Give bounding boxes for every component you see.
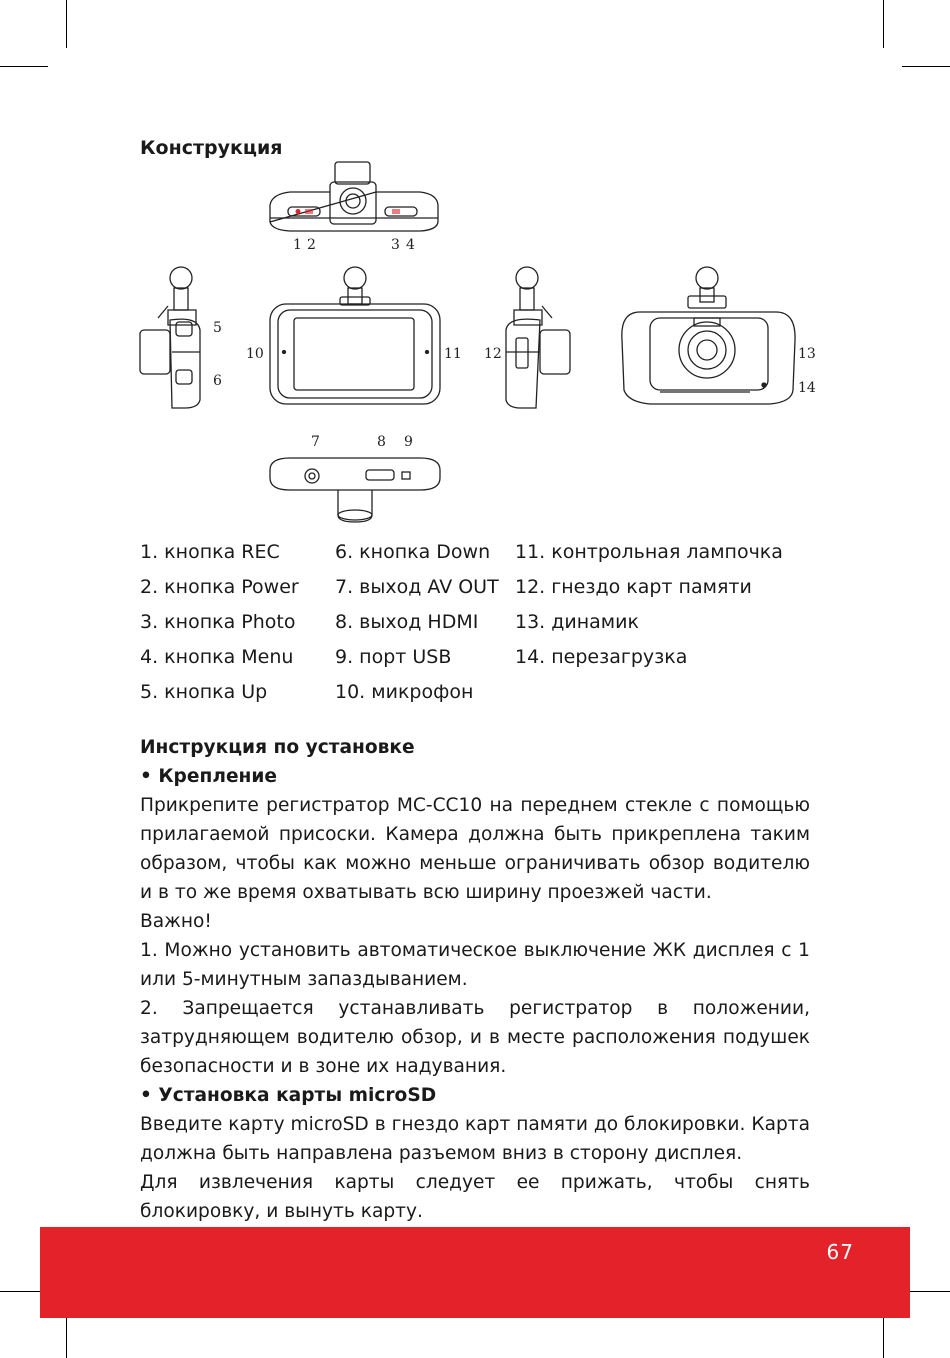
list-item: 13. динамик <box>515 611 639 633</box>
list-item: 7. выход AV OUT <box>335 576 499 598</box>
label-14: 14 <box>798 380 816 396</box>
parts-column-3 <box>515 537 783 677</box>
bottom-view-drawing <box>270 458 440 522</box>
section-title: Конструкция <box>140 137 283 159</box>
note-2: 2. Запрещается устанавливать регистратор в положении, затрудняющем водителю обзор, и в месте расположения подушек безопасности и в зоне их надувания. <box>140 998 810 1077</box>
parts-column-2 <box>335 537 499 712</box>
install-title: Инструкция по установке <box>140 737 415 758</box>
label-10: 10 <box>246 346 264 362</box>
list-item: 14. перезагрузка <box>515 646 688 668</box>
mount-text: Прикрепите регистратор MC-CC10 на переднем стекле с помощью прилагаемой присоски. Камера должна быть прикреплена таким образом, чтобы как можно меньше ограничивать обзор водителю и в то же время охватывать всю ширину проезжей части. <box>140 795 810 903</box>
front-view-drawing <box>270 267 440 404</box>
important-label: Важно! <box>140 911 212 932</box>
label-8: 8 <box>377 434 386 450</box>
top-view-drawing <box>270 162 438 231</box>
label-6: 6 <box>213 373 222 389</box>
label-9: 9 <box>404 434 413 450</box>
back-view-drawing <box>622 267 795 404</box>
footer-band <box>40 1227 910 1318</box>
label-11: 11 <box>444 346 462 362</box>
list-item: 1. кнопка REC <box>140 541 280 563</box>
note-1: 1. Можно установить автоматическое выключение ЖК дисплея с 1 или 5-минутным запаздыванием. <box>140 940 810 990</box>
sd-heading: • Установка карты microSD <box>140 1085 437 1106</box>
install-instructions <box>140 733 810 1226</box>
label-12: 12 <box>484 346 502 362</box>
label-4: 4 <box>406 237 415 253</box>
list-item: 6. кнопка Down <box>335 541 491 563</box>
parts-column-1 <box>140 537 299 712</box>
list-item: 2. кнопка Power <box>140 576 299 598</box>
list-item: 4. кнопка Menu <box>140 646 294 668</box>
device-diagram <box>0 0 950 540</box>
sd-text-2: Для извлечения карты следует ее прижать, чтобы снять блокировку, и вынуть карту. <box>140 1172 810 1222</box>
label-7: 7 <box>311 434 320 450</box>
left-side-view-drawing <box>140 267 200 408</box>
label-2: 2 <box>307 237 316 253</box>
page-number: 67 <box>826 1240 854 1264</box>
list-item: 9. порт USB <box>335 646 452 668</box>
list-item: 3. кнопка Photo <box>140 611 296 633</box>
list-item: 5. кнопка Up <box>140 681 268 703</box>
list-item: 10. микрофон <box>335 681 474 703</box>
list-item: 12. гнездо карт памяти <box>515 576 752 598</box>
right-side-view-drawing <box>506 267 570 408</box>
list-item: 8. выход HDMI <box>335 611 479 633</box>
label-5: 5 <box>213 320 222 336</box>
sd-text-1: Введите карту microSD в гнездо карт памяти до блокировки. Карта должна быть направлена разъемом вниз в сторону дисплея. <box>140 1114 810 1164</box>
label-13: 13 <box>798 346 816 362</box>
label-1: 1 <box>293 237 302 253</box>
mount-heading: • Крепление <box>140 766 278 787</box>
label-3: 3 <box>391 237 400 253</box>
list-item: 11. контрольная лампочка <box>515 541 783 563</box>
